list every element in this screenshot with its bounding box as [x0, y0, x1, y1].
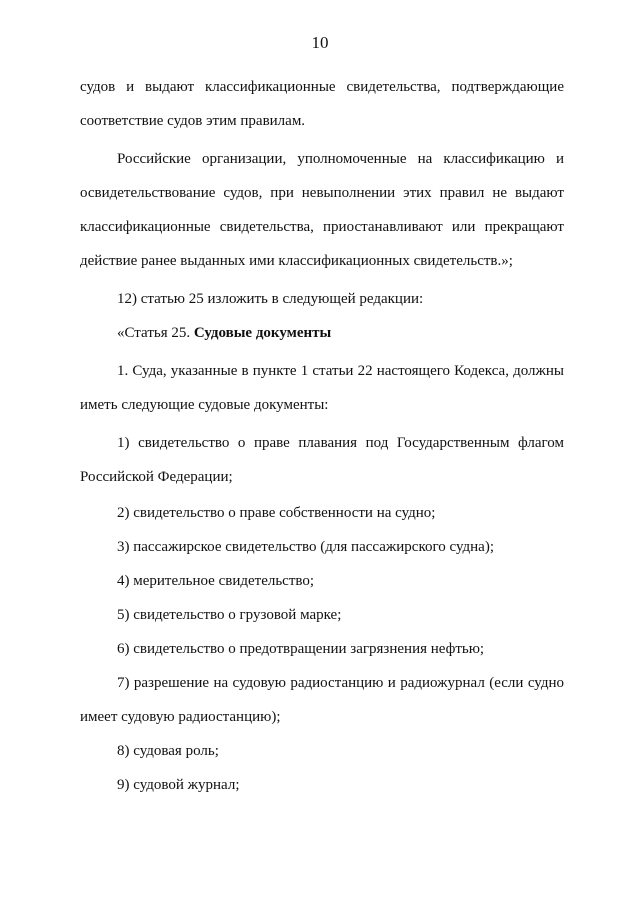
text-line: классификационные свидетельства, приостанавливают или прекращают: [80, 219, 564, 235]
list-item-8: [80, 734, 564, 768]
text-line: 9) судовой журнал;: [117, 777, 240, 793]
text-line: 1. Суда, указанные в пункте 1 статьи 22 настоящего Кодекса, должны: [117, 363, 564, 379]
text-line: освидетельствование судов, при невыполнении этих правил не выдают: [80, 185, 564, 201]
text-line: 6) свидетельство о предотвращении загрязнения нефтью;: [117, 641, 485, 657]
text-line: Российской Федерации;: [80, 469, 233, 485]
text-line: действие ранее выданных ими классификационных свидетельств.»;: [80, 253, 513, 269]
article-title: Судовые документы: [193, 325, 332, 341]
list-item-6: [80, 632, 564, 666]
text-line: 4) мерительное свидетельство;: [117, 573, 315, 589]
list-item-7: [80, 666, 564, 734]
list-item-1: [80, 426, 564, 494]
paragraph-clause-1: [80, 354, 564, 422]
text-line: судов и выдают классификационные свидетельства, подтверждающие: [80, 79, 564, 95]
text-line: соответствие судов этим правилам.: [80, 113, 306, 129]
list-item-9: [80, 768, 564, 802]
paragraph-classification-continuation: [80, 70, 564, 138]
text-line: 5) свидетельство о грузовой марке;: [117, 607, 342, 623]
text-line: иметь следующие судовые документы:: [80, 397, 329, 413]
text-line: 12) статью 25 изложить в следующей редакции:: [117, 291, 424, 307]
text-line: 1) свидетельство о праве плавания под Государственным флагом: [117, 435, 564, 451]
list-item-5: [80, 598, 564, 632]
text-line: [80, 316, 564, 350]
text-line: 8) судовая роль;: [117, 743, 219, 759]
text-line: 7) разрешение на судовую радиостанцию и радиожурнал (если судно: [117, 675, 564, 691]
document-body: [80, 70, 564, 802]
text-line: 2) свидетельство о праве собственности на судно;: [117, 505, 436, 521]
paragraph-item-12: [80, 282, 564, 316]
list-item-2: [80, 496, 564, 530]
article-number: «Статья 25.: [117, 325, 194, 341]
article-heading: [80, 316, 564, 350]
list-item-4: [80, 564, 564, 598]
page-number: 10: [311, 33, 329, 52]
text-line: имеет судовую радиостанцию);: [80, 709, 281, 725]
text-line: 3) пассажирское свидетельство (для пассажирского судна);: [117, 539, 494, 555]
paragraph-russian-organizations: [80, 142, 564, 278]
list-item-3: [80, 530, 564, 564]
text-line: Российские организации, уполномоченные на классификацию и: [117, 151, 564, 167]
